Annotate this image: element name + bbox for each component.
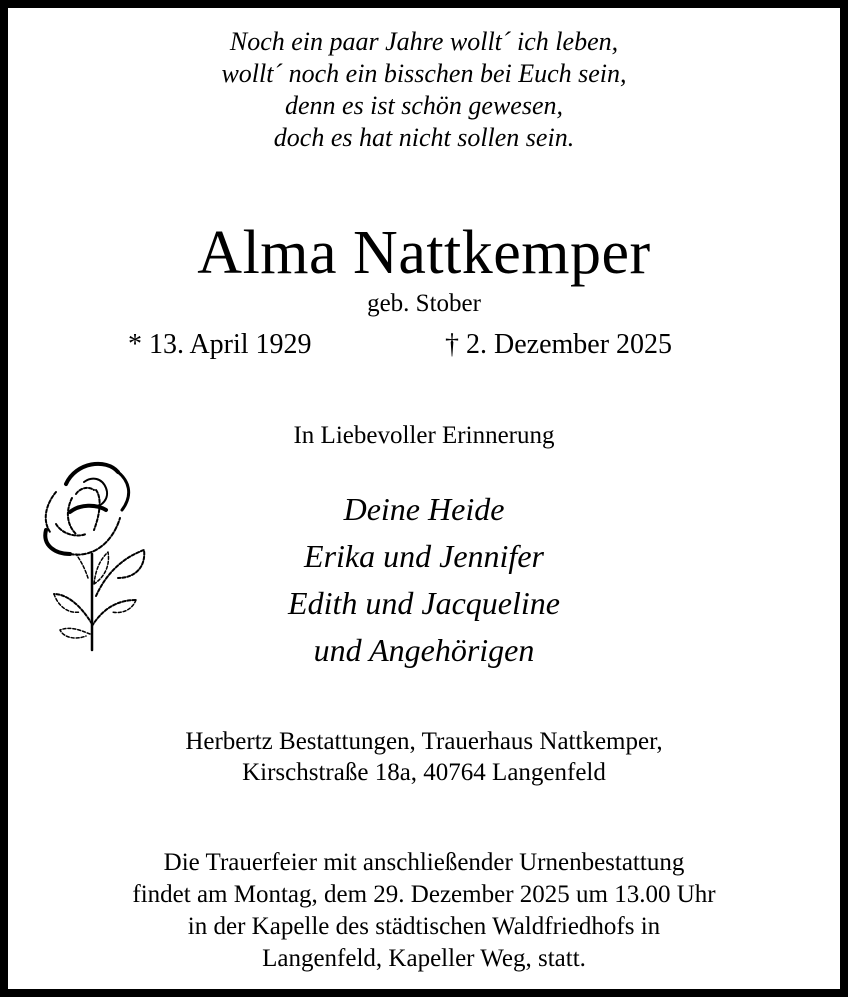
- service-line: in der Kapelle des städtischen Waldfriedhofs in: [187, 913, 661, 940]
- mourner: Erika und Jennifer: [304, 538, 544, 574]
- poem-line: wollt´ noch ein bisschen bei Euch sein,: [221, 59, 627, 88]
- birth-name: geb. Stober: [367, 290, 481, 317]
- deceased-name: Alma Nattkemper: [197, 219, 651, 287]
- poem-line: denn es ist schön gewesen,: [284, 91, 563, 120]
- memory-line: In Liebevoller Erinnerung: [293, 422, 555, 449]
- mourner: Deine Heide: [343, 491, 505, 527]
- poem-line: Noch ein paar Jahre wollt´ ich leben,: [229, 27, 619, 56]
- service-line: findet am Montag, dem 29. Dezember 2025 um 13.00 Uhr: [132, 881, 716, 908]
- undertaker-line: Herbertz Bestattungen, Trauerhaus Nattkemper,: [185, 728, 663, 755]
- undertaker-line: Kirschstraße 18a, 40764 Langenfeld: [242, 759, 606, 786]
- mourner: und Angehörigen: [313, 632, 535, 668]
- service-line: Langenfeld, Kapeller Weg, statt.: [262, 945, 586, 972]
- mourner: Edith und Jacqueline: [288, 585, 560, 621]
- life-dates: [8, 329, 840, 361]
- birth-date: * 13. April 1929: [128, 329, 312, 360]
- death-date: † 2. Dezember 2025: [445, 329, 673, 360]
- service-line: Die Trauerfeier mit anschließender Urnenbestattung: [163, 849, 685, 876]
- poem-line: doch es hat nicht sollen sein.: [273, 123, 575, 152]
